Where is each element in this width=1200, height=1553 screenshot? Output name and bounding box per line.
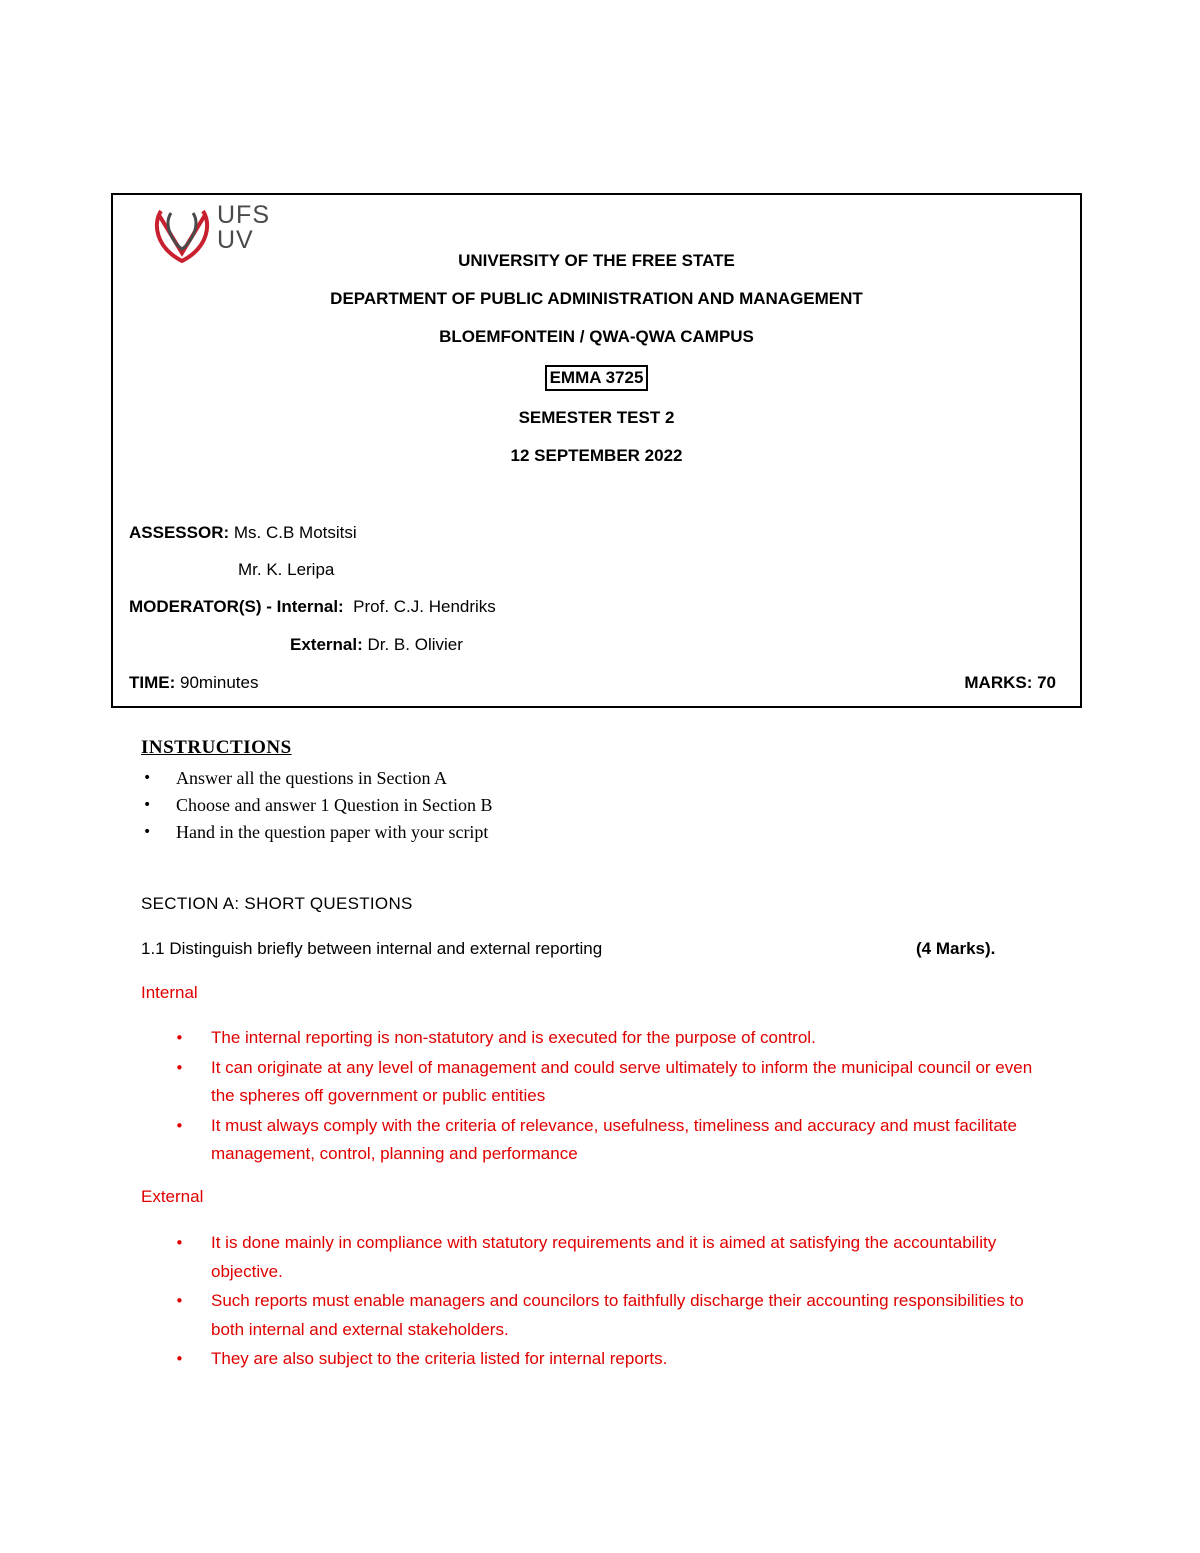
cover-header-box xyxy=(111,193,1082,708)
internal-heading: Internal xyxy=(141,983,198,1002)
question-marks: (4 Marks). xyxy=(916,939,996,958)
external-row xyxy=(290,635,463,655)
university-name: UNIVERSITY OF THE FREE STATE xyxy=(458,251,735,270)
list-item: • It can originate at any level of management and could serve ultimately to inform the municipal council or even the spheres off government or public entities xyxy=(175,1054,1055,1111)
moderator-label: MODERATOR(S) - Internal: xyxy=(129,597,344,616)
list-item: • Answer all the questions in Section A xyxy=(141,765,492,792)
external-heading: External xyxy=(141,1187,204,1206)
time-value: 90minutes xyxy=(180,673,259,692)
list-item: • It is done mainly in compliance with statutory requirements and it is aimed at satisfying the accountability objective. xyxy=(175,1229,1055,1286)
module-code-wrap xyxy=(113,365,1080,391)
external-label: External: xyxy=(290,635,363,654)
assessor-1: Ms. C.B Motsitsi xyxy=(233,523,357,542)
external-points xyxy=(175,1229,1055,1375)
instructions-block xyxy=(141,737,492,846)
test-date: 12 SEPTEMBER 2022 xyxy=(510,446,683,465)
list-item: • They are also subject to the criteria listed for internal reports. xyxy=(175,1345,1055,1374)
time-label: TIME: xyxy=(129,673,176,692)
logo-text-uv: UV xyxy=(217,226,254,254)
question-1-1: 1.1 Distinguish briefly between internal and external reporting xyxy=(141,939,603,958)
internal-points xyxy=(175,1024,1055,1170)
assessor-row xyxy=(129,523,357,543)
instructions-title: INSTRUCTIONS xyxy=(141,737,292,758)
moderator-external: Dr. B. Olivier xyxy=(367,635,463,654)
module-code: EMMA 3725 xyxy=(545,365,649,391)
assessor-label: ASSESSOR: xyxy=(129,523,230,542)
moderator-internal: Prof. C.J. Hendriks xyxy=(353,597,496,616)
logo-wordmark xyxy=(217,203,270,253)
department-name: DEPARTMENT OF PUBLIC ADMINISTRATION AND MANAGEMENT xyxy=(330,289,863,308)
list-item: • Hand in the question paper with your script xyxy=(141,819,492,846)
list-item: • The internal reporting is non-statutory and is executed for the purpose of control. xyxy=(175,1024,1055,1053)
time-row xyxy=(129,673,258,693)
logo-text-ufs: UFS xyxy=(217,201,270,229)
test-name: SEMESTER TEST 2 xyxy=(518,408,675,427)
campus-name: BLOEMFONTEIN / QWA-QWA CAMPUS xyxy=(439,327,754,346)
assessor-2: Mr. K. Leripa xyxy=(238,560,335,579)
marks-total: MARKS: 70 xyxy=(964,673,1056,692)
moderator-row xyxy=(129,597,496,617)
section-a-title: SECTION A: SHORT QUESTIONS xyxy=(141,894,413,913)
list-item: • It must always comply with the criteria of relevance, usefulness, timeliness and accuracy and must facilitate management, control, planning and performance xyxy=(175,1112,1055,1169)
list-item: • Such reports must enable managers and councilors to faithfully discharge their accounting responsibilities to both internal and external stakeholders. xyxy=(175,1287,1055,1344)
list-item: • Choose and answer 1 Question in Section B xyxy=(141,792,492,819)
instructions-list xyxy=(141,765,492,846)
